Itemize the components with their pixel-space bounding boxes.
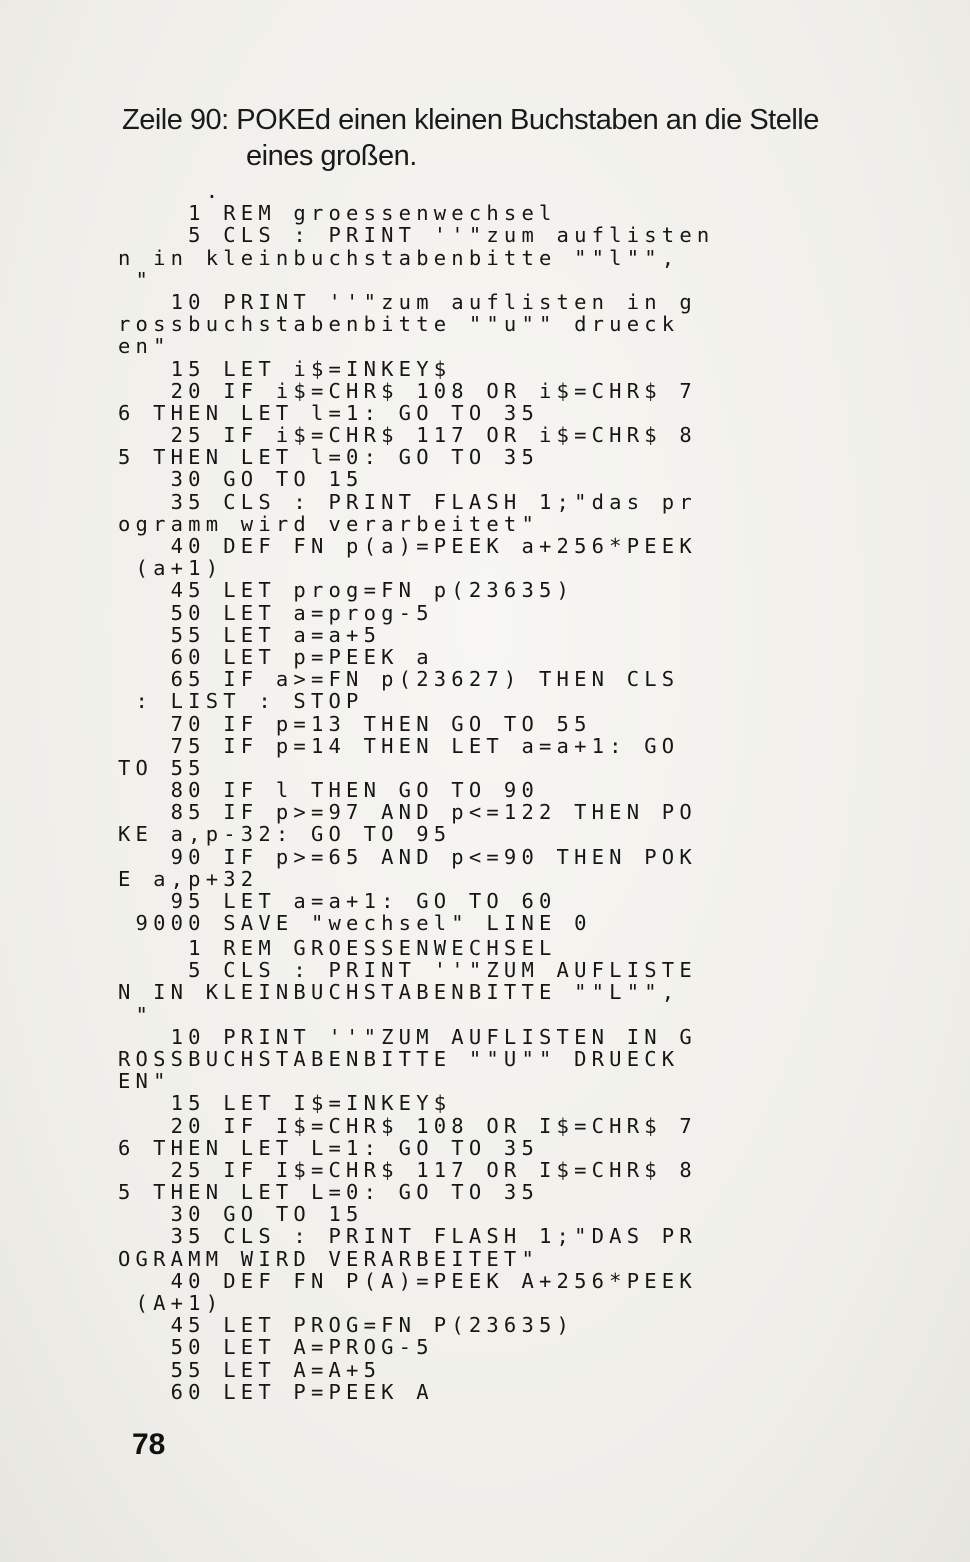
code-line: 30 GO TO 15 (118, 1202, 364, 1227)
code-line: 10 PRINT ''"ZUM AUFLISTEN IN G (118, 1024, 697, 1049)
code-line: 70 IF p=13 THEN GO TO 55 (118, 711, 592, 736)
page-number: 78 (132, 1428, 166, 1461)
code-line: 5 THEN LET l=0: GO TO 35 (118, 445, 540, 470)
code-line: (A+1) (118, 1291, 224, 1315)
code-line: 1 REM GROESSENWECHSEL (118, 936, 557, 960)
code-line: 6 THEN LET L=1: GO TO 35 (118, 1135, 540, 1160)
intro-paragraph (122, 102, 842, 174)
code-line: 6 THEN LET l=1: GO TO 35 (118, 400, 540, 425)
code-line: " (118, 1002, 154, 1027)
code-listing-uppercase (118, 937, 818, 1403)
code-line: en" (118, 334, 171, 359)
code-line: 75 IF p=14 THEN LET a=a+1: GO (118, 733, 680, 758)
code-line: . (118, 179, 224, 203)
code-line: 50 LET a=prog-5 (118, 600, 434, 625)
code-line: 5 THEN LET L=0: GO TO 35 (118, 1180, 540, 1205)
code-line: 15 LET I$=INKEY$ (118, 1091, 452, 1116)
code-line: rossbuchstabenbitte ""u"" drueck (118, 312, 680, 337)
code-line: 95 LET a=a+1: GO TO 60 (118, 889, 557, 913)
code-line: 20 IF i$=CHR$ 108 OR i$=CHR$ 7 (118, 378, 697, 403)
code-line: 25 IF I$=CHR$ 117 OR I$=CHR$ 8 (118, 1157, 697, 1182)
code-line: 9000 SAVE "wechsel" LINE 0 (118, 911, 592, 936)
intro-line-label: Zeile 90: (122, 104, 229, 136)
code-line: 90 IF p>=65 AND p<=90 THEN POK (118, 844, 697, 869)
code-line: 25 IF i$=CHR$ 117 OR i$=CHR$ 8 (118, 423, 697, 448)
code-line: 40 DEF FN p(a)=PEEK a+256*PEEK (118, 534, 697, 558)
code-line: 80 IF l THEN GO TO 90 (118, 778, 540, 803)
intro-continuation: eines großen. (246, 140, 417, 172)
code-line: ROSSBUCHSTABENBITTE ""U"" DRUECK (118, 1046, 680, 1071)
code-line: 35 CLS : PRINT FLASH 1;"das pr (118, 489, 697, 514)
code-line: 50 LET A=PROG-5 (118, 1335, 434, 1360)
code-line: OGRAMM WIRD VERARBEITET" (118, 1246, 540, 1271)
code-line: (a+1) (118, 556, 224, 581)
code-line: 1 REM groessenwechsel (118, 201, 557, 226)
code-line: : LIST : STOP (118, 689, 364, 714)
code-line: N IN KLEINBUCHSTABENBITTE ""L"", (118, 980, 680, 1005)
code-line: E a,p+32 (118, 866, 259, 891)
code-line: 35 CLS : PRINT FLASH 1;"DAS PR (118, 1224, 697, 1249)
code-line: 45 LET prog=FN p(23635) (118, 578, 575, 603)
code-line: EN" (118, 1069, 171, 1094)
code-line: 60 LET P=PEEK A (118, 1379, 434, 1404)
code-line: KE a,p-32: GO TO 95 (118, 822, 452, 847)
code-line: TO 55 (118, 755, 206, 780)
code-line: 85 IF p>=97 AND p<=122 THEN PO (118, 800, 697, 825)
code-listing-lowercase (118, 180, 818, 934)
code-line: 5 CLS : PRINT ''"ZUM AUFLISTE (118, 958, 697, 983)
code-line: ogramm wird verarbeitet" (118, 511, 540, 536)
code-line: " (118, 267, 154, 292)
code-line: 20 IF I$=CHR$ 108 OR I$=CHR$ 7 (118, 1113, 697, 1138)
code-line: 10 PRINT ''"zum auflisten in g (118, 289, 697, 314)
code-line: 65 IF a>=FN p(23627) THEN CLS (118, 667, 680, 692)
code-line: 15 LET i$=INKEY$ (118, 356, 452, 381)
code-line: 60 LET p=PEEK a (118, 644, 434, 669)
code-line: n in kleinbuchstabenbitte ""l"", (118, 245, 680, 270)
code-line: 45 LET PROG=FN P(23635) (118, 1313, 575, 1338)
code-line: 5 CLS : PRINT ''"zum auflisten (118, 223, 715, 248)
code-line: 30 GO TO 15 (118, 467, 364, 492)
code-line: 55 LET a=a+5 (118, 622, 382, 647)
intro-text: POKEd einen kleinen Buchstaben an die Stelle (236, 104, 819, 136)
code-line: 55 LET A=A+5 (118, 1357, 382, 1382)
code-line: 40 DEF FN P(A)=PEEK A+256*PEEK (118, 1268, 697, 1293)
